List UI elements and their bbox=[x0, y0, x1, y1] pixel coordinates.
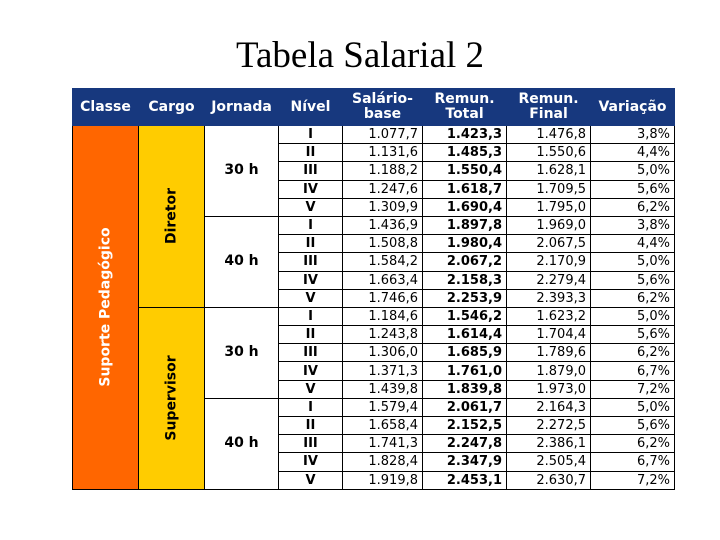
variacao-cell: 7,2% bbox=[591, 471, 675, 489]
remun-final-cell: 2.505,4 bbox=[507, 453, 591, 471]
salario-base-cell: 1.131,6 bbox=[343, 144, 423, 162]
remun-total-cell: 1.685,9 bbox=[423, 344, 507, 362]
remun-final-cell: 2.067,5 bbox=[507, 235, 591, 253]
remun-total-cell: 1.980,4 bbox=[423, 235, 507, 253]
variacao-cell: 4,4% bbox=[591, 144, 675, 162]
remun-final-cell: 1.795,0 bbox=[507, 198, 591, 216]
salario-base-cell: 1.584,2 bbox=[343, 253, 423, 271]
nivel-cell: I bbox=[279, 307, 343, 325]
variacao-cell: 6,2% bbox=[591, 344, 675, 362]
remun-total-cell: 1.550,4 bbox=[423, 162, 507, 180]
salary-table bbox=[72, 88, 675, 490]
salario-base-cell: 1.663,4 bbox=[343, 271, 423, 289]
header-jornada: Jornada bbox=[205, 89, 279, 126]
nivel-cell: IV bbox=[279, 453, 343, 471]
table-body bbox=[73, 126, 675, 490]
jornada-cell: 30 h bbox=[205, 307, 279, 398]
nivel-cell: I bbox=[279, 126, 343, 144]
nivel-cell: III bbox=[279, 253, 343, 271]
salario-base-cell: 1.439,8 bbox=[343, 380, 423, 398]
nivel-cell: V bbox=[279, 198, 343, 216]
salario-base-cell: 1.243,8 bbox=[343, 326, 423, 344]
remun-final-cell: 1.973,0 bbox=[507, 380, 591, 398]
header-nivel: Nível bbox=[279, 89, 343, 126]
nivel-cell: I bbox=[279, 398, 343, 416]
nivel-cell: V bbox=[279, 471, 343, 489]
variacao-cell: 3,8% bbox=[591, 126, 675, 144]
remun-final-cell: 2.630,7 bbox=[507, 471, 591, 489]
cargo-wrap bbox=[139, 126, 204, 307]
remun-final-cell: 1.628,1 bbox=[507, 162, 591, 180]
nivel-cell: II bbox=[279, 417, 343, 435]
nivel-cell: I bbox=[279, 216, 343, 234]
classe-cell bbox=[73, 126, 139, 490]
variacao-cell: 5,6% bbox=[591, 271, 675, 289]
cargo-cell bbox=[139, 126, 205, 308]
remun-total-cell: 2.152,5 bbox=[423, 417, 507, 435]
variacao-cell: 5,0% bbox=[591, 307, 675, 325]
nivel-cell: II bbox=[279, 144, 343, 162]
remun-final-cell: 1.476,8 bbox=[507, 126, 591, 144]
variacao-cell: 5,6% bbox=[591, 180, 675, 198]
header-cargo: Cargo bbox=[139, 89, 205, 126]
cargo-label: Diretor bbox=[163, 188, 179, 245]
salario-base-cell: 1.188,2 bbox=[343, 162, 423, 180]
variacao-cell: 5,0% bbox=[591, 398, 675, 416]
remun-total-cell: 2.253,9 bbox=[423, 289, 507, 307]
header-variacao: Variação bbox=[591, 89, 675, 126]
remun-final-cell: 1.704,4 bbox=[507, 326, 591, 344]
page-title: Tabela Salarial 2 bbox=[235, 35, 485, 76]
remun-total-cell: 2.347,9 bbox=[423, 453, 507, 471]
remun-final-cell: 1.789,6 bbox=[507, 344, 591, 362]
remun-total-cell: 1.423,3 bbox=[423, 126, 507, 144]
salario-base-cell: 1.436,9 bbox=[343, 216, 423, 234]
jornada-cell: 30 h bbox=[205, 126, 279, 217]
variacao-cell: 5,0% bbox=[591, 162, 675, 180]
variacao-cell: 7,2% bbox=[591, 380, 675, 398]
remun-total-cell: 2.453,1 bbox=[423, 471, 507, 489]
nivel-cell: IV bbox=[279, 362, 343, 380]
remun-total-cell: 1.546,2 bbox=[423, 307, 507, 325]
remun-total-cell: 1.614,4 bbox=[423, 326, 507, 344]
header-salario-base: Salário-base bbox=[343, 89, 423, 126]
table-row bbox=[73, 126, 675, 144]
header-classe: Classe bbox=[73, 89, 139, 126]
salario-base-cell: 1.746,6 bbox=[343, 289, 423, 307]
remun-total-cell: 1.839,8 bbox=[423, 380, 507, 398]
table-header-row bbox=[73, 89, 675, 126]
variacao-cell: 6,2% bbox=[591, 435, 675, 453]
remun-total-cell: 2.061,7 bbox=[423, 398, 507, 416]
remun-final-cell: 1.623,2 bbox=[507, 307, 591, 325]
header-remun-final: Remun. Final bbox=[507, 89, 591, 126]
nivel-cell: III bbox=[279, 162, 343, 180]
nivel-cell: V bbox=[279, 380, 343, 398]
remun-final-cell: 2.272,5 bbox=[507, 417, 591, 435]
jornada-cell: 40 h bbox=[205, 398, 279, 489]
remun-total-cell: 2.247,8 bbox=[423, 435, 507, 453]
salario-base-cell: 1.309,9 bbox=[343, 198, 423, 216]
variacao-cell: 6,7% bbox=[591, 362, 675, 380]
remun-final-cell: 1.550,6 bbox=[507, 144, 591, 162]
salario-base-cell: 1.184,6 bbox=[343, 307, 423, 325]
nivel-cell: IV bbox=[279, 180, 343, 198]
variacao-cell: 6,2% bbox=[591, 289, 675, 307]
salario-base-cell: 1.828,4 bbox=[343, 453, 423, 471]
salario-base-cell: 1.508,8 bbox=[343, 235, 423, 253]
remun-total-cell: 2.067,2 bbox=[423, 253, 507, 271]
header-remun-total: Remun. Total bbox=[423, 89, 507, 126]
salario-base-cell: 1.306,0 bbox=[343, 344, 423, 362]
salario-base-cell: 1.371,3 bbox=[343, 362, 423, 380]
cargo-cell bbox=[139, 307, 205, 489]
remun-total-cell: 1.690,4 bbox=[423, 198, 507, 216]
variacao-cell: 6,2% bbox=[591, 198, 675, 216]
remun-total-cell: 1.485,3 bbox=[423, 144, 507, 162]
variacao-cell: 3,8% bbox=[591, 216, 675, 234]
variacao-cell: 4,4% bbox=[591, 235, 675, 253]
variacao-cell: 5,0% bbox=[591, 253, 675, 271]
nivel-cell: II bbox=[279, 235, 343, 253]
table-row bbox=[73, 307, 675, 325]
salario-base-cell: 1.077,7 bbox=[343, 126, 423, 144]
salario-base-cell: 1.919,8 bbox=[343, 471, 423, 489]
remun-total-cell: 1.761,0 bbox=[423, 362, 507, 380]
salario-base-cell: 1.741,3 bbox=[343, 435, 423, 453]
nivel-cell: IV bbox=[279, 271, 343, 289]
remun-final-cell: 2.164,3 bbox=[507, 398, 591, 416]
jornada-cell: 40 h bbox=[205, 216, 279, 307]
cargo-wrap bbox=[139, 308, 204, 489]
remun-total-cell: 1.618,7 bbox=[423, 180, 507, 198]
variacao-cell: 6,7% bbox=[591, 453, 675, 471]
classe-wrap bbox=[73, 126, 138, 489]
remun-final-cell: 1.879,0 bbox=[507, 362, 591, 380]
remun-final-cell: 2.393,3 bbox=[507, 289, 591, 307]
remun-total-cell: 2.158,3 bbox=[423, 271, 507, 289]
nivel-cell: V bbox=[279, 289, 343, 307]
cargo-label: Supervisor bbox=[163, 355, 179, 441]
remun-final-cell: 1.969,0 bbox=[507, 216, 591, 234]
classe-label: Suporte Pedagógico bbox=[97, 227, 113, 388]
variacao-cell: 5,6% bbox=[591, 326, 675, 344]
remun-final-cell: 2.170,9 bbox=[507, 253, 591, 271]
remun-total-cell: 1.897,8 bbox=[423, 216, 507, 234]
remun-final-cell: 1.709,5 bbox=[507, 180, 591, 198]
salario-base-cell: 1.579,4 bbox=[343, 398, 423, 416]
remun-final-cell: 2.386,1 bbox=[507, 435, 591, 453]
remun-final-cell: 2.279,4 bbox=[507, 271, 591, 289]
salario-base-cell: 1.658,4 bbox=[343, 417, 423, 435]
variacao-cell: 5,6% bbox=[591, 417, 675, 435]
nivel-cell: III bbox=[279, 435, 343, 453]
salario-base-cell: 1.247,6 bbox=[343, 180, 423, 198]
nivel-cell: III bbox=[279, 344, 343, 362]
nivel-cell: II bbox=[279, 326, 343, 344]
